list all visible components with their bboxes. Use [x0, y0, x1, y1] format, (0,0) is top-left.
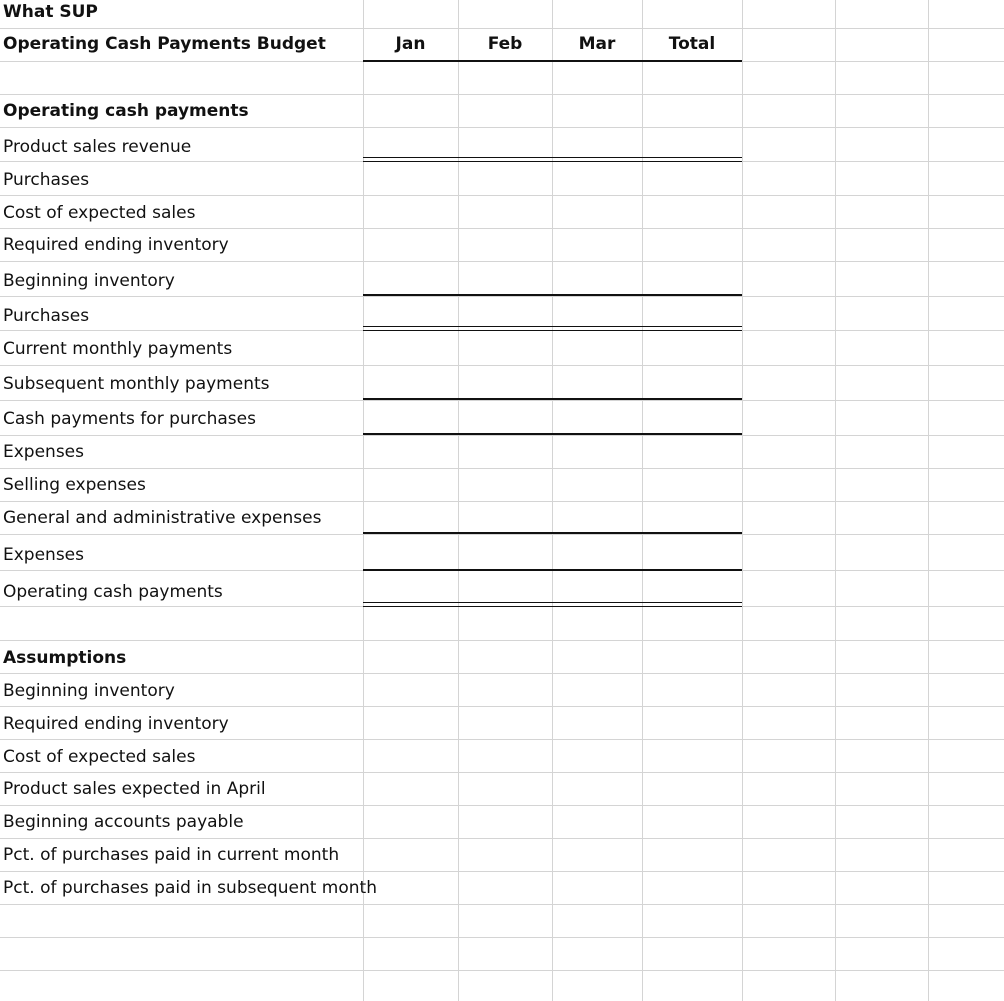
double-underline: [363, 602, 742, 607]
single-underline: [363, 398, 742, 400]
row-label[interactable]: Purchases: [3, 170, 90, 190]
gridline: [0, 904, 1004, 905]
assumption-label[interactable]: Beginning accounts payable: [3, 812, 244, 832]
row-label[interactable]: General and administrative expenses: [3, 508, 322, 528]
gridline: [0, 838, 1004, 839]
header-underline: [363, 60, 742, 62]
gridline: [0, 805, 1004, 806]
budget-title[interactable]: Operating Cash Payments Budget: [3, 34, 326, 54]
column-header-jan[interactable]: Jan: [395, 34, 426, 54]
row-label[interactable]: Purchases: [3, 306, 90, 326]
row-label[interactable]: Subsequent monthly payments: [3, 374, 270, 394]
column-header-total[interactable]: Total: [668, 34, 716, 54]
gridline: [0, 195, 1004, 196]
assumption-label[interactable]: Required ending inventory: [3, 714, 229, 734]
column-header-feb[interactable]: Feb: [487, 34, 523, 54]
assumption-label[interactable]: Cost of expected sales: [3, 747, 196, 767]
row-label[interactable]: Cash payments for purchases: [3, 409, 256, 429]
single-underline: [363, 294, 742, 296]
assumption-label[interactable]: Product sales expected in April: [3, 779, 266, 799]
column-header-mar[interactable]: Mar: [578, 34, 616, 54]
row-label[interactable]: Beginning inventory: [3, 271, 175, 291]
gridline: [0, 739, 1004, 740]
gridline: [0, 296, 1004, 297]
row-label[interactable]: Current monthly payments: [3, 339, 233, 359]
gridline: [0, 640, 1004, 641]
row-label[interactable]: Operating cash payments: [3, 582, 223, 602]
row-label[interactable]: Selling expenses: [3, 475, 146, 495]
gridline: [0, 937, 1004, 938]
sheet-title[interactable]: What SUP: [3, 2, 98, 22]
single-underline: [363, 433, 742, 435]
gridline: [0, 871, 1004, 872]
assumption-label[interactable]: Beginning inventory: [3, 681, 175, 701]
section-assumptions[interactable]: Assumptions: [3, 648, 127, 668]
double-underline: [363, 157, 742, 162]
row-label[interactable]: Product sales revenue: [3, 137, 192, 157]
gridline: [0, 772, 1004, 773]
gridline: [0, 501, 1004, 502]
gridline: [0, 468, 1004, 469]
gridline: [0, 28, 1004, 29]
section-operating-cash-payments[interactable]: Operating cash payments: [3, 101, 249, 121]
gridline: [0, 400, 1004, 401]
gridline: [0, 94, 1004, 95]
assumption-label[interactable]: Pct. of purchases paid in current month: [3, 845, 340, 865]
single-underline: [363, 532, 742, 534]
single-underline: [363, 569, 742, 571]
gridline: [0, 127, 1004, 128]
gridline: [0, 673, 1004, 674]
row-label[interactable]: Cost of expected sales: [3, 203, 196, 223]
row-label[interactable]: Expenses: [3, 442, 84, 462]
row-label[interactable]: Required ending inventory: [3, 235, 229, 255]
row-label[interactable]: Expenses: [3, 545, 84, 565]
gridline: [0, 970, 1004, 971]
gridline: [0, 261, 1004, 262]
gridline: [0, 534, 1004, 535]
gridline: [0, 706, 1004, 707]
gridline: [0, 228, 1004, 229]
double-underline: [363, 326, 742, 331]
gridline: [0, 365, 1004, 366]
assumption-label[interactable]: Pct. of purchases paid in subsequent month: [3, 878, 377, 898]
gridline: [0, 435, 1004, 436]
